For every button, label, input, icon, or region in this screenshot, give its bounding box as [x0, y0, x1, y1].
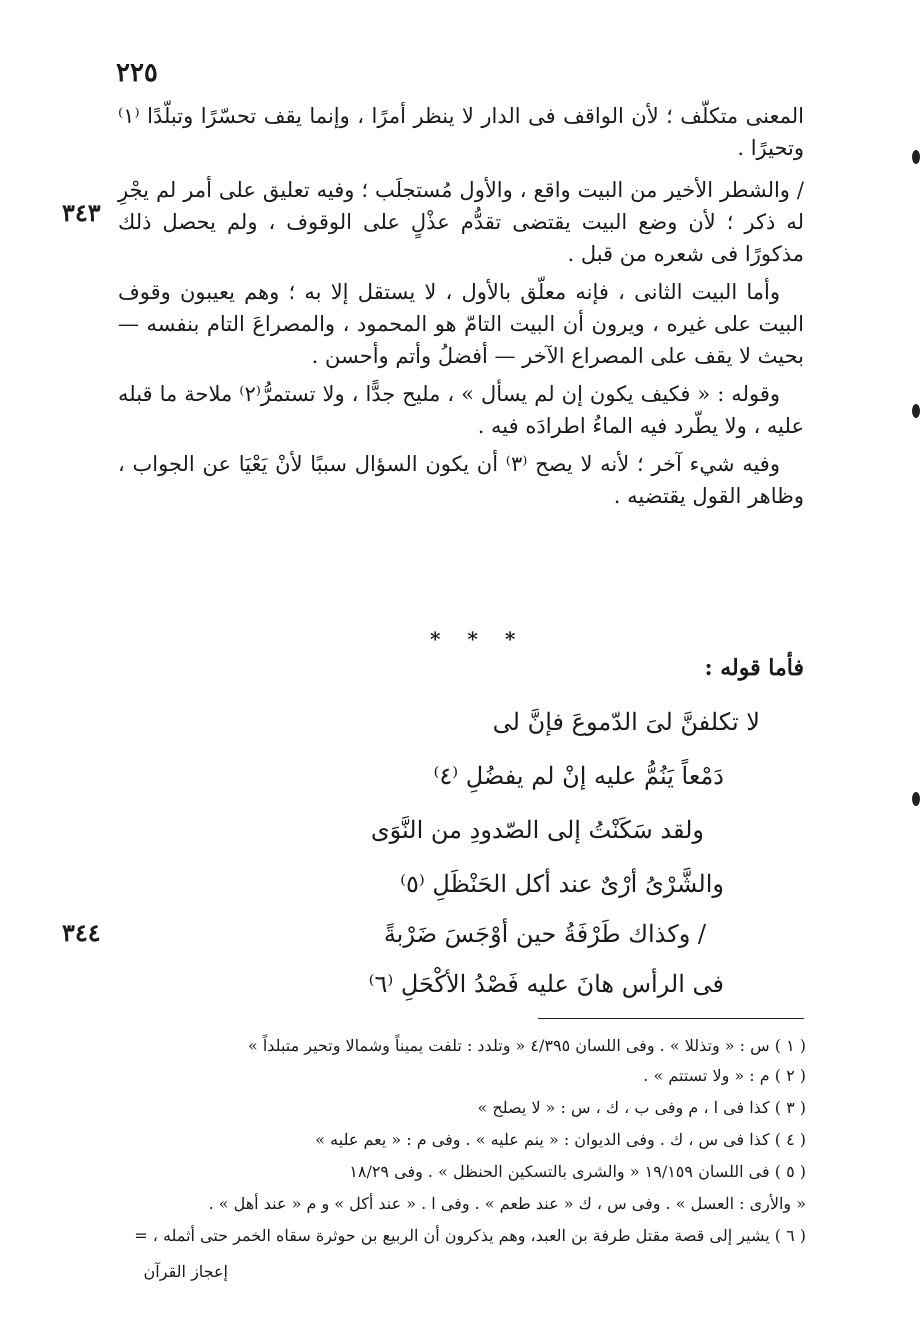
footnote: ( ٤ ) كذا فى س ، ك . وفى الديوان : « ينم عليه » . وفى م : « يعم عليه » — [315, 1130, 806, 1149]
verse-line: لا تكلفنَّ لىَ الدّموعَ فإنَّ لى — [492, 708, 760, 736]
edge-mark — [912, 792, 920, 806]
footnote: ( ٢ ) م : « ولا تستتم » . — [643, 1066, 806, 1085]
running-footer: إعجاز القرآن — [143, 1262, 228, 1281]
paragraph: / والشطر الأخير من البيت واقع ، والأول مُستجلَب ؛ وفيه تعليق على أمر لم يجْرِ له ذكر ؛ لأن وضع البيت يقتضى تقدُّم عذْلٍ على الوقوف ، ولم يحصل ذلك مذكورًا فى شعره من قبل . — [118, 178, 804, 266]
footnote: ( ١ ) س : « وتذللا » . وفى اللسان ٤/٣٩٥ « وتلدد : تلفت يميناً وشمالا وتحير متبلداً » — [247, 1036, 806, 1055]
paragraph: وأما البيت الثانى ، فإنه معلّق بالأول ، لا يستقل إلا به ؛ وهم يعيبون وقوف البيت على غيره ، ويرون أن البيت التامّ هو المحمود ، والمصراعَ التام بنفسه — بحيث لا يقف على المصراع الآخر — أفضلُ وأتم وأحسن . — [118, 280, 804, 368]
footnote: ( ٦ ) يشير إلى قصة مقتل طرفة بن العبد، وهم يذكرون أن الربيع بن حوثرة سقاه الخمر حتى أثمله ، = — [134, 1226, 806, 1245]
footnote: ( ٣ ) كذا فى ا ، م وفى ب ، ك ، س : « لا يصلح » — [477, 1098, 806, 1117]
page-number: ٢٢٥ — [116, 58, 158, 88]
section-separator: * * * — [430, 627, 526, 651]
paragraph: وقوله : « فكيف يكون إن لم يسأل » ، مليح جدًّا ، ولا تستمرُّ⁽٢⁾ ملاحة ما قبله عليه ، ولا يطّرد فيه الماءُ اطرادَه فيه . — [118, 382, 804, 438]
verse-line: / وكذاك طَرْفَةُ حين أوْجَسَ ضَرْبةً — [383, 920, 706, 948]
footnote-divider — [538, 1018, 804, 1019]
main-text — [118, 100, 804, 518]
verse-intro: فأما قوله : — [704, 655, 804, 681]
paragraph: وفيه شيء آخر ؛ لأنه لا يصح ⁽٣⁾ أن يكون السؤال سببًا لأنْ يَعْيَا عن الجواب ، وظاهر القول يقتضيه . — [118, 452, 804, 508]
paragraph: المعنى متكلّف ؛ لأن الواقف فى الدار لا ينظر أمرًا ، وإنما يقف تحسّرًا وتبلّدًا ⁽١⁾ وتحيرًا . — [118, 104, 804, 160]
verse-line: ولقد سَكَنْتُ إلى الصّدودِ من النَّوَى — [370, 816, 704, 844]
edge-mark — [912, 404, 920, 418]
footnote: ( ٥ ) فى اللسان ١٩/١٥٩ « والشرى بالتسكين الحنظل » . وفى ١٨/٢٩ — [349, 1162, 806, 1181]
margin-number-343: ٣٤٣ — [62, 198, 101, 227]
verse-line: دَمْعاً يَنُمُّ عليه إنْ لم يفضُلِ ⁽٤⁾ — [433, 762, 724, 790]
margin-number-344: ٣٤٤ — [62, 918, 101, 947]
edge-mark — [912, 150, 920, 164]
verse-line: والشَّرْىُ أرْىٌ عند أكل الحَنْظَلِ ⁽٥⁾ — [400, 870, 724, 898]
verse-line: فى الرأس هانَ عليه فَصْدُ الأكْحَلِ ⁽٦⁾ — [368, 970, 724, 998]
footnote: « والأرى : العسل » . وفى س ، ك « عند طعم » . وفى ا . « عند أكل » و م « عند أهل » . — [208, 1194, 806, 1213]
